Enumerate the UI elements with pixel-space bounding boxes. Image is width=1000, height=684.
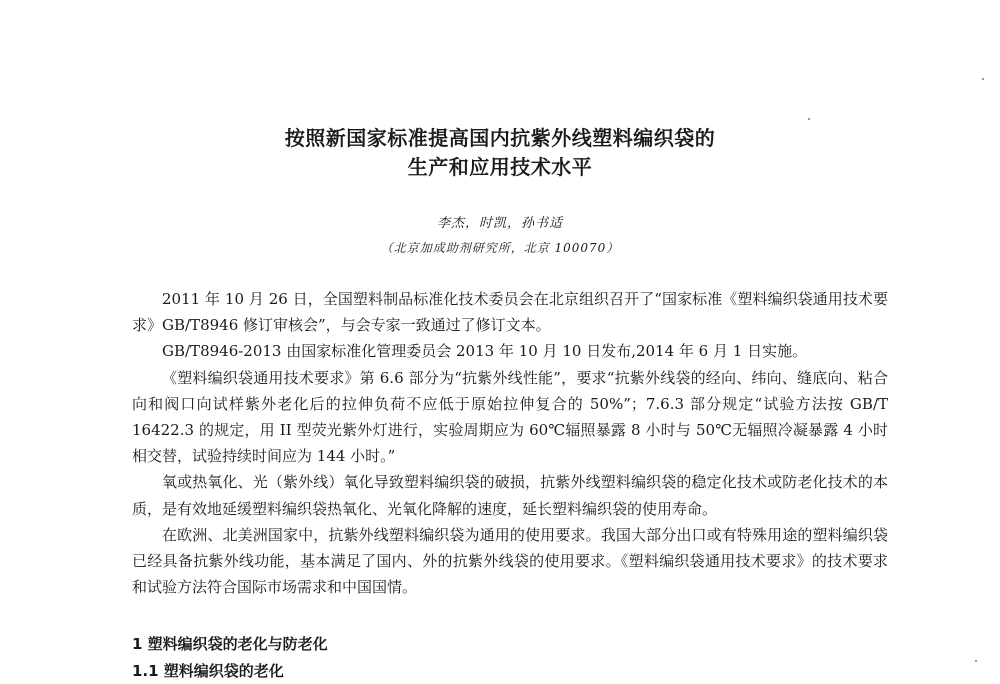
section-heading-1-1: 1.1 塑料编织袋的老化 [132, 662, 284, 680]
section-heading-1: 1 塑料编织袋的老化与防老化 [132, 635, 328, 653]
paragraph-4: 氧或热氧化、光（紫外线）氧化导致塑料编织袋的破损，抗紫外线塑料编织袋的稳定化技术或防老化技术的本质，是有效地延缓塑料编织袋热氧化、光氧化降解的速度，延长塑料编织袋的使用寿命。 [132, 473, 888, 518]
scan-speck [982, 78, 984, 80]
scan-speck [808, 118, 810, 120]
paragraph-2: GB/T8946-2013 由国家标准化管理委员会 2013 年 10 月 10 日发布,2014 年 6 月 1 日实施。 [162, 342, 808, 361]
paper-title-line-2: 生产和应用技术水平 [407, 155, 593, 179]
paragraph-5: 在欧洲、北美洲国家中，抗紫外线塑料编织袋为通用的使用要求。我国大部分出口或有特殊用途的塑料编织袋已经具备抗紫外线功能，基本满足了国内、外的抗紫外线袋的使用要求。《塑料编织袋通用技术要求》的技术要求和试验方法符合国际市场需求和中国国情。 [132, 525, 888, 597]
affiliation: （北京加成助剂研究所，北京 100070） [380, 241, 620, 255]
scan-speck [975, 660, 977, 662]
paper-title-line-1: 按照新国家标准提高国内抗紫外线塑料编织袋的 [284, 126, 716, 150]
paragraph-1: 2011 年 10 月 26 日，全国塑料制品标准化技术委员会在北京组织召开了“国家标准《塑料编织袋通用技术要求》GB/T8946 修订审核会”，与会专家一致通过了修订文本。 [132, 290, 888, 335]
paragraph-3: 《塑料编织袋通用技术要求》第 6.6 部分为“抗紫外线性能”，要求“抗紫外线袋的经向、纬向、缝底向、粘合向和阀口向试样紫外老化后的拉伸负荷不应低于原始拉伸复合的 50%”；7.6.3 部分规定“试验方法按 GB/T 16422.3 的规定，用 II 型荧光紫外灯进行，实验周期应为 60℃辐照暴露 8 小时与 50℃无辐照冷凝暴露 4 小时相交替，试验持续时间应为 144 小时。” [132, 368, 888, 466]
authors: 李杰，时凯，孙书适 [436, 216, 563, 231]
body-text [132, 286, 888, 600]
